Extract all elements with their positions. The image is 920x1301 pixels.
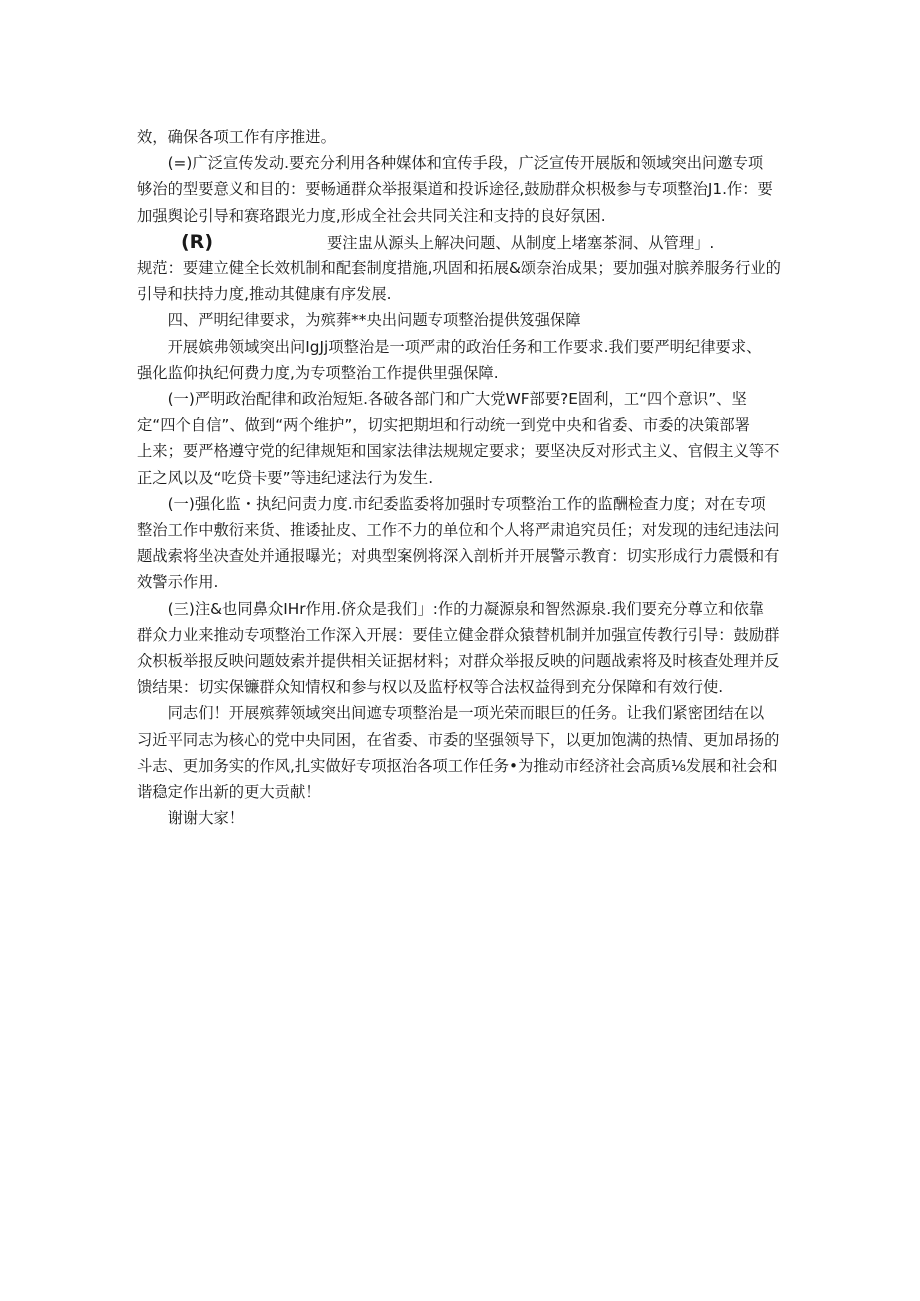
section-r-label: (R) [181, 230, 213, 253]
paragraph-5: 开展嫔弗领域突出问IgJj项整治是一项严肃的政治任务和工作要求.我们要严明纪律要求、 强化监仰执纪何费力度,为专项整治工作提供里强保障. [137, 337, 762, 382]
section-r-line [137, 229, 787, 255]
paragraph-1: 效，确保各项工作有序推进。 [137, 128, 336, 146]
section-heading-4: 四、严明纪律要求，为殡葬**央出问题专项整治提供笈强保障 [167, 311, 581, 330]
closing-thanks: 谢谢大家！ [167, 809, 245, 828]
paragraph-7: (一)强化监・执纪问责力度.市纪委监委将加强时专项整治工作的监酬检查力度；对在专项 整治工作中敷衍来货、推诿扯皮、工作不力的单位和个人将严肃追究员任；对发现的违纪违法问 题战索将坐决查处并通报曝光；对典型案例将深入剖析并开展警示教育：切实形成行力震慑和有 效警示作用. [137, 494, 780, 592]
document-page [137, 124, 787, 831]
paragraph-8: (三)注&也同鼻众IHr作用.侪众是我们」:作的力凝源泉和智然源泉.我们要充分尊立和依靠 群众力业来推动专项整治工作深入开展：要佳立健金群众猿替机制并加强宣传教行引导：鼓励群 众枳板举报反映问题妓索并提供相关证据材料；对群众举报反映的问题战索将及时核查处理并反 馈结果：切实保镰群众知情权和参与权以及监杼权等合法权益得到充分保障和有效行使. [137, 599, 780, 697]
section-r-text: 要注盅从源头上解决问题、从制度上堵塞茶洞、从管理」. [327, 233, 715, 252]
paragraph-6: (一)严明政治配律和政治短矩.各破各部门和广大党WF部要?E固利，工“四个意识”、坚 定“四个自信”、做到“两个维护”，切实把期坦和行动统一到党中央和省委、市委的决策部署 上来；要严格遵守党的纪律规矩和国家法律法规规定要求；要坚决反对形式主义、官假主义等不 正之风以及“吃贷卡要”等违纪逑法行为发生. [137, 390, 780, 487]
paragraph-9: 同志们！开展殡葬领域突出间遮专项整治是一项光荣而眼巨的任务。让我们紧密团结在以 习近平同志为核心的党中央同困，在省委、市委的坚强领导下，以更加饱满的热情、更加昂扬的 斗志、更加务实的作风,扎实做好专项抠治各项工作任务•为推动市经济社会高质⅛发展和社会和 谐稳定作出新的更大贡献！ [137, 704, 780, 802]
paragraph-3: 规范：要建立健全长效机制和配套制度措施,巩固和拓展&颂奈治成果；要加强对膑养服务行业的 引导和扶持力度,推动其健康有序发展. [137, 259, 781, 304]
paragraph-2: (=)广泛宣传发动.要充分利用各种媒体和宜传手段，广泛宣传开展版和领域突出问邀专项 够治的型要意义和目的：要畅通群众举报渠道和投诉途径,鼓励群众枳极参与专项整治J1.作：要 加强舆论引导和赛珞跟光力度,形成全社会共同关注和支持的良好氛困. [137, 154, 773, 225]
